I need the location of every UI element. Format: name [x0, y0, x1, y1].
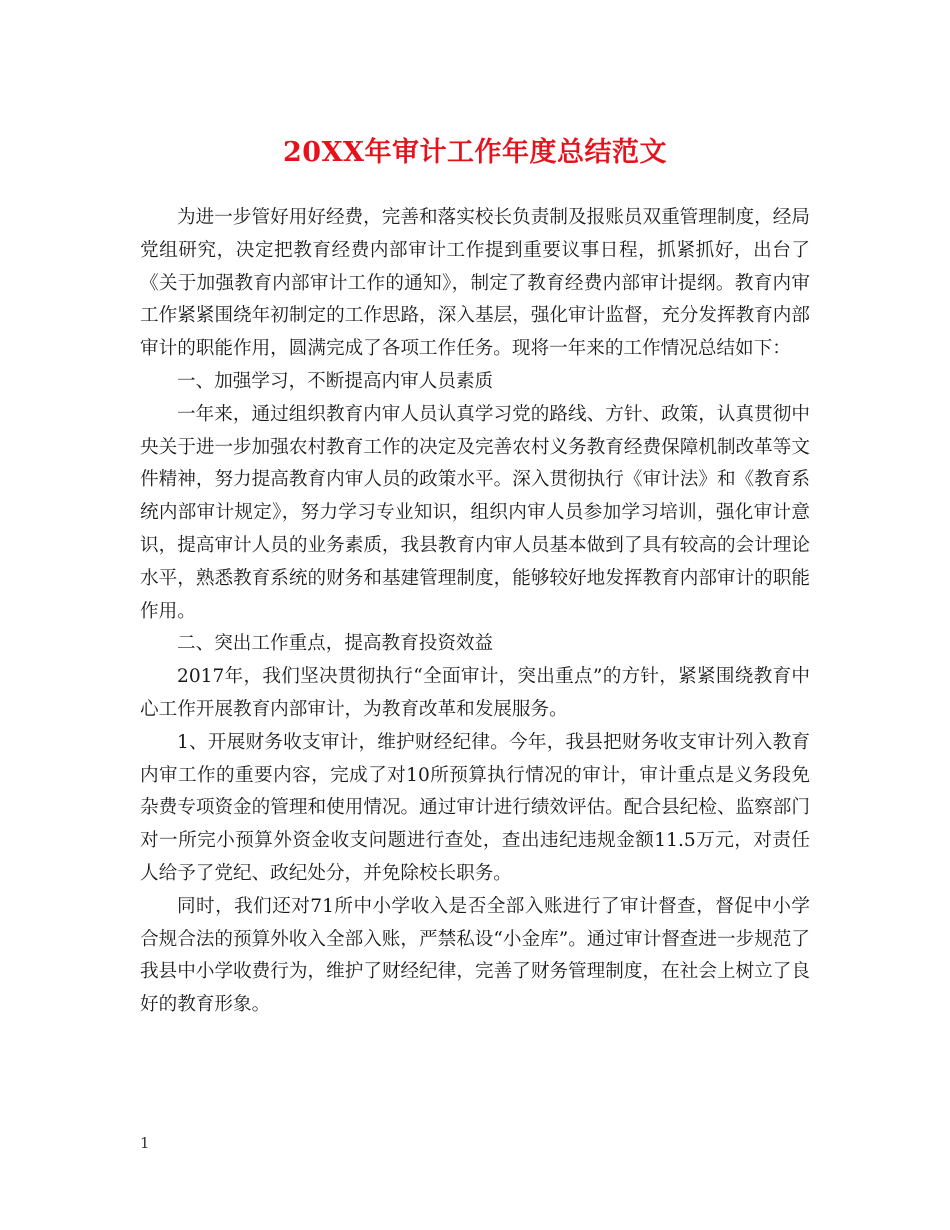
section-heading-1: 一、加强学习，不断提高内审人员素质 [177, 370, 494, 392]
section-2-paragraph: 2017年，我们坚决贯彻执行“全面审计，突出重点”的方针，紧紧围绕教育中心工作开展教育内部审计，为教育改革和发展服务。 [140, 666, 810, 720]
intro-paragraph: 为进一步管好用好经费，完善和落实校长负责制及报账员双重管理制度，经局党组研究，决定把教育经费内部审计工作提到重要议事日程，抓紧抓好，出台了《关于加强教育内部审计工作的通知》，制定了教育经费内部审计提纲。教育内审工作紧紧围绕年初制定的工作思路，深入基层，强化审计监督，充分发挥教育内部审计的职能作用，圆满完成了各项工作任务。现将一年来的工作情况总结如下： [140, 207, 810, 360]
document-body [140, 202, 810, 1022]
document-title: 20XX年审计工作年度总结范文 [283, 137, 667, 168]
page-number: 1 [140, 1134, 150, 1152]
section-1-paragraph: 一年来，通过组织教育内审人员认真学习党的路线、方针、政策，认真贯彻中央关于进一步加强农村教育工作的决定及完善农村义务教育经费保障机制改革等文件精神，努力提高教育内审人员的政策水平。深入贯彻执行《审计法》和《教育系统内部审计规定》，努力学习专业知识，组织内审人员参加学习培训，强化审计意识，提高审计人员的业务素质，我县教育内审人员基本做到了具有较高的会计理论水平，熟悉教育系统的财务和基建管理制度，能够较好地发挥教育内部审计的职能作用。 [140, 403, 810, 622]
section-heading-2: 二、突出工作重点，提高教育投资效益 [177, 633, 494, 655]
item-1-paragraph: 1、开展财务收支审计，维护财经纪律。今年，我县把财务收支审计列入教育内审工作的重要内容，完成了对10所预算执行情况的审计，审计重点是义务段免杂费专项资金的管理和使用情况。通过审计进行绩效评估。配合县纪检、监察部门对一所完小预算外资金收支问题进行查处，查出违纪违规金额11.5万元，对责任人给予了党纪、政纪处分，并免除校长职务。 [140, 731, 810, 884]
item-1-followup-paragraph: 同时，我们还对71所中小学收入是否全部入账进行了审计督查，督促中小学合规合法的预算外收入全部入账，严禁私设“小金库”。通过审计督查进一步规范了我县中小学收费行为，维护了财经纪律，完善了财务管理制度，在社会上树立了良好的教育形象。 [140, 895, 810, 1016]
